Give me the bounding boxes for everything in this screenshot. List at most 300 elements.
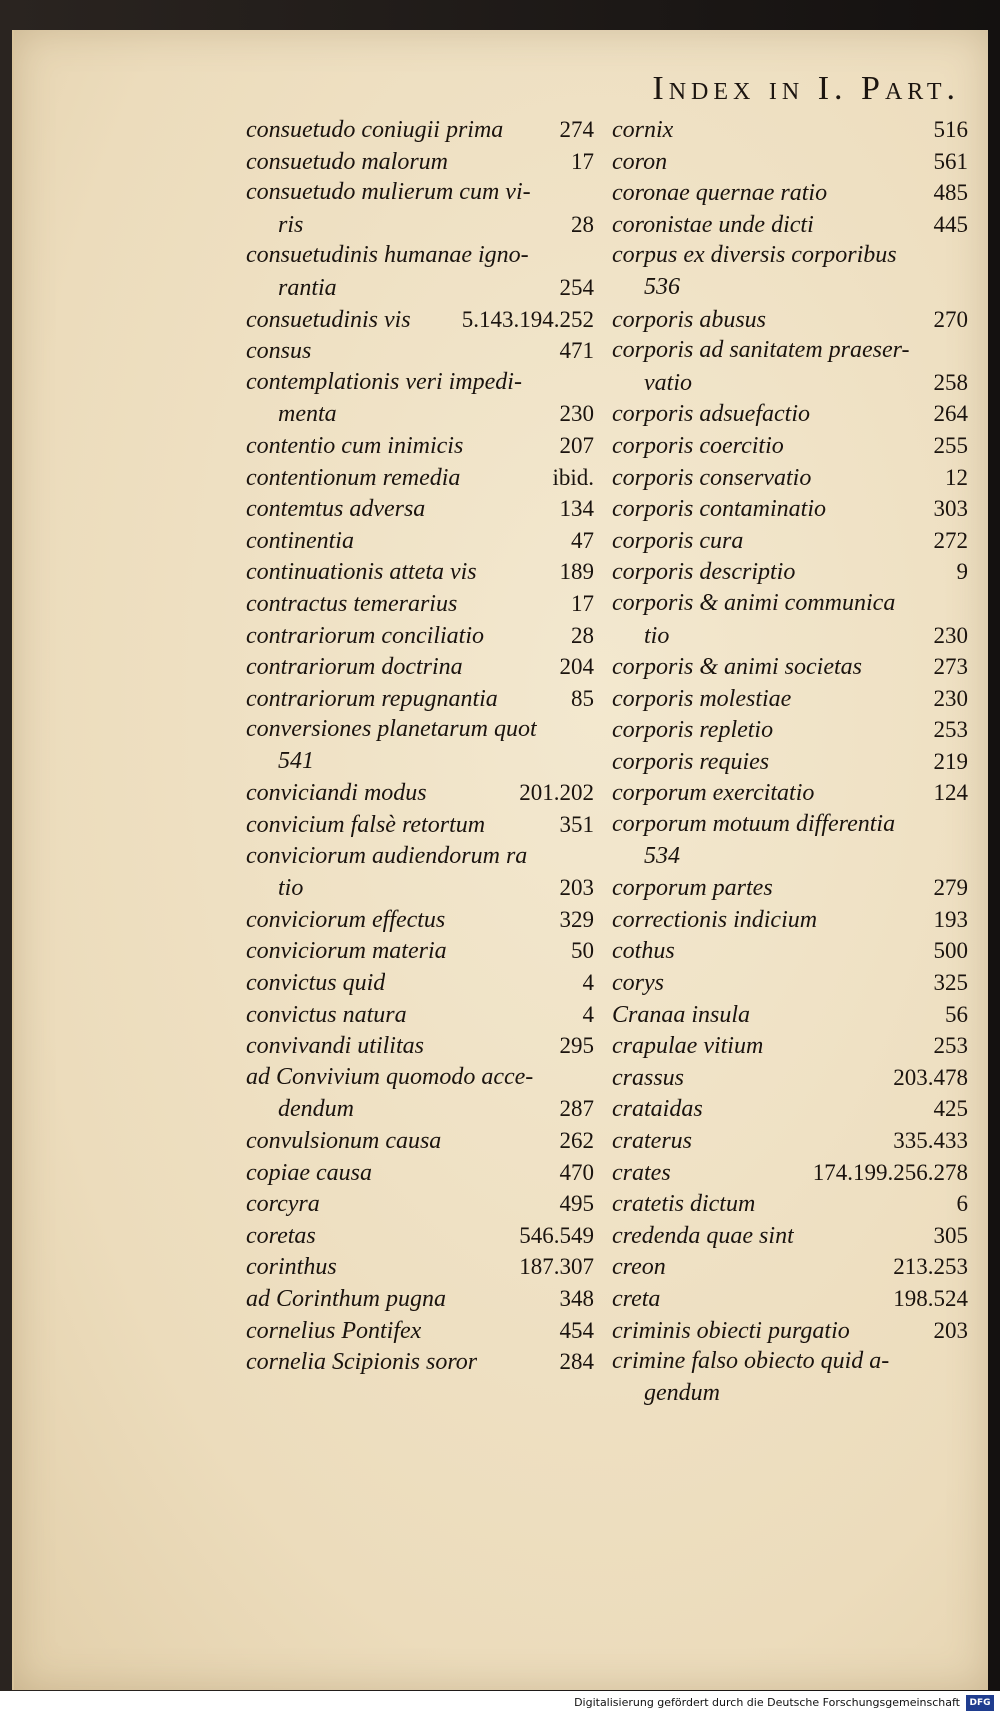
page-reference: 28 xyxy=(571,211,594,237)
page-reference: 264 xyxy=(933,401,968,427)
entry-term: criminis obiecti purgatio xyxy=(612,1317,850,1344)
index-entry-line xyxy=(612,209,968,241)
entry-term: convivandi utilitas xyxy=(246,1033,424,1060)
index-entry xyxy=(612,967,968,999)
index-entry-line xyxy=(246,1062,594,1094)
index-entry-line xyxy=(246,620,594,652)
page-reference: 270 xyxy=(933,306,968,332)
index-entry-line xyxy=(246,904,594,936)
page-reference: 258 xyxy=(933,369,968,395)
index-entry xyxy=(612,1283,968,1315)
entry-term: contrariorum repugnantia xyxy=(246,685,498,712)
page-reference: 85 xyxy=(571,685,594,711)
page-reference: 495 xyxy=(559,1191,594,1217)
entry-term: cornix xyxy=(612,117,674,143)
page-reference: 219 xyxy=(933,748,968,774)
index-entry-line xyxy=(612,714,968,746)
index-entry xyxy=(246,651,594,683)
entry-term: craterus xyxy=(612,1128,692,1154)
entry-term: contentionum remedia xyxy=(246,464,461,491)
entry-term: coron xyxy=(612,148,668,175)
entry-term: contractus temerarius xyxy=(246,590,458,617)
page-reference: 193 xyxy=(933,906,968,932)
entry-term: cornelia Scipionis soror xyxy=(246,1349,478,1376)
index-entry-line xyxy=(612,1315,968,1347)
index-entry-line xyxy=(612,240,968,272)
page-reference: 17 xyxy=(571,148,594,174)
page-reference: 254 xyxy=(559,274,594,300)
dfg-logo: DFG xyxy=(966,1695,994,1711)
index-entry-line xyxy=(246,1315,594,1347)
index-entry xyxy=(612,1220,968,1252)
index-entry xyxy=(246,1283,594,1315)
index-entry xyxy=(612,935,968,967)
index-entry xyxy=(246,1125,594,1157)
entry-term: contemplationis veri impedi- xyxy=(246,368,522,395)
index-entry-line xyxy=(246,146,594,178)
index-entry-line xyxy=(612,746,968,778)
index-entry-continuation xyxy=(246,872,594,904)
index-entry-line xyxy=(246,1220,594,1252)
entry-term: credenda quae sint xyxy=(612,1222,794,1249)
index-entry xyxy=(612,114,968,146)
index-entry xyxy=(246,683,594,715)
index-entry-line xyxy=(612,904,968,936)
index-entry xyxy=(246,146,594,178)
index-entry xyxy=(612,556,968,588)
page-reference: ibid. xyxy=(552,464,594,490)
index-entry xyxy=(246,1157,594,1189)
page-reference: 445 xyxy=(933,211,968,237)
index-entry xyxy=(246,999,594,1031)
page-reference: 279 xyxy=(933,875,968,901)
index-entry-line xyxy=(246,367,594,399)
entry-term: corporum exercitatio xyxy=(612,780,815,807)
index-entry-line xyxy=(246,177,594,209)
entry-term: crassus xyxy=(612,1064,685,1091)
page-reference: 303 xyxy=(933,496,968,522)
entry-term: consuetudo mulierum cum vi- xyxy=(246,179,531,206)
index-entry xyxy=(246,935,594,967)
page-reference: 124 xyxy=(933,780,968,806)
index-entry-line xyxy=(612,935,968,967)
index-entry-line xyxy=(246,1157,594,1189)
index-entry-line xyxy=(612,1030,968,1062)
entry-term: consuetudo coniugii prima xyxy=(246,117,504,143)
index-entry-line xyxy=(246,1188,594,1220)
index-entry-continuation xyxy=(612,841,968,873)
page-reference: 47 xyxy=(571,527,594,553)
index-entry xyxy=(612,398,968,430)
entry-term: cratetis dictum xyxy=(612,1191,756,1218)
index-entry-line xyxy=(246,841,594,873)
page-reference: 351 xyxy=(559,812,594,838)
entry-term: ris xyxy=(278,211,304,238)
page-reference: 6 xyxy=(956,1191,968,1217)
index-entry xyxy=(612,872,968,904)
page-reference: 174.199.256.278 xyxy=(812,1159,968,1185)
index-entry xyxy=(246,304,594,336)
index-entry-line xyxy=(246,588,594,620)
entry-term: tio xyxy=(644,622,670,649)
index-entry xyxy=(246,620,594,652)
index-entry-line xyxy=(612,1346,968,1378)
index-entry-line xyxy=(246,335,594,367)
page-reference: 207 xyxy=(559,432,594,458)
index-entry xyxy=(612,462,968,494)
entry-term: corporis repletio xyxy=(612,717,774,744)
index-entry-line xyxy=(612,1251,968,1283)
entry-term: consuetudo malorum xyxy=(246,148,448,175)
index-entry xyxy=(246,904,594,936)
index-entry xyxy=(612,1346,968,1409)
entry-term: corporis coercitio xyxy=(612,432,784,459)
entry-term: crataidas xyxy=(612,1096,703,1123)
index-entry-line xyxy=(246,777,594,809)
index-entry-line xyxy=(246,1251,594,1283)
page-reference: 28 xyxy=(571,622,594,648)
page-reference: 5.143.194.252 xyxy=(461,306,594,332)
entry-term: consus xyxy=(246,338,312,365)
index-entry xyxy=(612,999,968,1031)
index-entry xyxy=(246,430,594,462)
index-entry xyxy=(612,1030,968,1062)
index-entry xyxy=(612,1093,968,1125)
page-reference: 230 xyxy=(933,622,968,648)
index-entry-line xyxy=(246,714,594,746)
index-entry xyxy=(612,1251,968,1283)
index-entry xyxy=(246,1062,594,1125)
entry-term: coronistae unde dicti xyxy=(612,211,814,238)
page-reference: 274 xyxy=(559,117,594,142)
index-entry-line xyxy=(612,1062,968,1094)
page-reference: 17 xyxy=(571,590,594,616)
entry-term: consuetudinis vis xyxy=(246,306,411,333)
entry-term: 534 xyxy=(644,842,680,869)
index-entry xyxy=(246,777,594,809)
page-reference: 203.478 xyxy=(893,1064,968,1090)
page-reference: 230 xyxy=(933,685,968,711)
entry-term: ad Corinthum pugna xyxy=(246,1285,447,1312)
entry-term: convicium falsè retortum xyxy=(246,812,486,839)
entry-term: corporum partes xyxy=(612,875,773,902)
entry-term: 541 xyxy=(278,747,314,774)
page-reference: 253 xyxy=(933,1033,968,1059)
index-entry-line xyxy=(612,967,968,999)
index-entry-line xyxy=(612,556,968,588)
index-entry-line xyxy=(612,493,968,525)
entry-term: corporis molestiae xyxy=(612,685,792,712)
index-entry-continuation xyxy=(246,209,594,241)
index-entry xyxy=(612,714,968,746)
entry-term: corporis abusus xyxy=(612,306,767,333)
index-entry xyxy=(612,430,968,462)
entry-term: creon xyxy=(612,1254,666,1281)
page-reference: 335.433 xyxy=(893,1128,968,1153)
index-entry xyxy=(612,651,968,683)
page-reference: 56 xyxy=(945,1001,968,1027)
entry-term: conversiones planetarum quot xyxy=(246,716,537,743)
page-reference: 273 xyxy=(933,654,968,680)
entry-term: corcyra xyxy=(246,1191,320,1218)
index-entry xyxy=(246,1251,594,1283)
index-entry xyxy=(246,588,594,620)
running-header: Index in I. Part. xyxy=(652,70,960,107)
index-entry xyxy=(612,1157,968,1189)
page-reference: 201.202 xyxy=(519,780,594,806)
index-entry-line xyxy=(246,556,594,588)
index-entry xyxy=(612,335,968,398)
index-entry xyxy=(612,777,968,809)
entry-term: contrariorum doctrina xyxy=(246,654,463,681)
index-entry xyxy=(612,177,968,209)
entry-term: convictus quid xyxy=(246,970,386,997)
page-reference: 50 xyxy=(571,938,594,964)
page-reference: 204 xyxy=(559,654,594,680)
entry-term: corporis conservatio xyxy=(612,464,812,491)
page-reference: 253 xyxy=(933,717,968,743)
index-entry-line xyxy=(612,872,968,904)
page-reference: 4 xyxy=(582,970,594,996)
page-reference: 305 xyxy=(933,1222,968,1248)
index-column-left xyxy=(246,114,594,1378)
page-reference: 325 xyxy=(933,970,968,996)
index-entry-line xyxy=(612,1220,968,1252)
entry-term: corporis requies xyxy=(612,748,770,775)
page-reference: 272 xyxy=(933,527,968,553)
index-entry xyxy=(246,967,594,999)
index-entry xyxy=(246,240,594,303)
index-entry xyxy=(246,114,594,146)
index-entry-line xyxy=(612,1093,968,1125)
entry-term: menta xyxy=(278,401,337,428)
index-entry-line xyxy=(246,525,594,557)
index-entry xyxy=(612,588,968,651)
index-entry xyxy=(246,525,594,557)
index-entry-line xyxy=(246,430,594,462)
page-reference: 213.253 xyxy=(893,1254,968,1280)
index-entry-line xyxy=(612,809,968,841)
index-entry-line xyxy=(246,1125,594,1157)
page-reference: 9 xyxy=(956,559,968,585)
entry-term: corporis & animi societas xyxy=(612,654,862,681)
index-entry xyxy=(612,493,968,525)
entry-term: corpus ex diversis corporibus xyxy=(612,242,897,269)
entry-term: coronae quernae ratio xyxy=(612,180,828,207)
index-entry xyxy=(612,1062,968,1094)
page-reference: 500 xyxy=(933,938,968,964)
index-entry xyxy=(246,462,594,494)
index-entry xyxy=(612,904,968,936)
entry-term: Cranaa insula xyxy=(612,1001,751,1028)
index-entry xyxy=(246,1188,594,1220)
entry-term: tio xyxy=(278,875,304,902)
page-reference: 561 xyxy=(933,148,968,174)
page-reference: 255 xyxy=(933,432,968,458)
index-entry xyxy=(612,525,968,557)
entry-term: crates xyxy=(612,1159,671,1186)
index-entry xyxy=(246,841,594,904)
entry-term: corporis & animi communica xyxy=(612,589,896,616)
index-column-right xyxy=(612,114,968,1409)
entry-term: coretas xyxy=(246,1222,316,1249)
page-reference: 189 xyxy=(559,559,594,585)
page-reference: 329 xyxy=(559,906,594,932)
page-reference: 287 xyxy=(559,1096,594,1122)
page-reference: 134 xyxy=(559,496,594,522)
page-reference: 198.524 xyxy=(893,1285,968,1311)
index-entry-line xyxy=(246,967,594,999)
entry-term: rantia xyxy=(278,274,337,301)
footer-credit: Digitalisierung gefördert durch die Deutsche Forschungsgemeinschaft xyxy=(574,1696,960,1709)
index-entry-line xyxy=(246,1030,594,1062)
index-entry-line xyxy=(246,114,594,146)
index-entry xyxy=(246,335,594,367)
page-reference: 454 xyxy=(559,1317,594,1343)
entry-term: corporis descriptio xyxy=(612,559,796,586)
entry-term: vatio xyxy=(644,369,692,396)
index-entry xyxy=(612,1125,968,1157)
entry-term: continuationis atteta vis xyxy=(246,559,477,586)
index-entry-line xyxy=(612,525,968,557)
digitization-footer xyxy=(0,1691,1000,1717)
page-reference: 348 xyxy=(559,1285,594,1311)
index-entry xyxy=(612,209,968,241)
entry-term: copiae causa xyxy=(246,1159,372,1186)
entry-term: corporis contaminatio xyxy=(612,496,826,523)
entry-term: ad Convivium quomodo acce- xyxy=(246,1063,534,1090)
index-entry-line xyxy=(612,777,968,809)
index-entry xyxy=(612,146,968,178)
page-reference: 262 xyxy=(559,1128,594,1153)
entry-term: consuetudinis humanae igno- xyxy=(246,242,529,269)
index-entry xyxy=(246,1030,594,1062)
index-entry-line xyxy=(246,683,594,715)
page-reference: 546.549 xyxy=(519,1222,594,1248)
entry-term: corys xyxy=(612,970,664,997)
index-entry xyxy=(612,746,968,778)
index-entry-line xyxy=(612,588,968,620)
entry-term: convictus natura xyxy=(246,1001,407,1028)
index-entry-line xyxy=(246,1283,594,1315)
page-reference: 516 xyxy=(933,117,968,142)
index-entry xyxy=(246,1220,594,1252)
page-reference: 295 xyxy=(559,1033,594,1059)
entry-term: 536 xyxy=(644,273,680,300)
index-entry-line xyxy=(612,335,968,367)
index-entry-continuation xyxy=(612,620,968,652)
page-reference: 284 xyxy=(559,1349,594,1375)
entry-term: corporum motuum differentia xyxy=(612,811,896,838)
index-entry xyxy=(246,493,594,525)
entry-term: contrariorum conciliatio xyxy=(246,622,484,649)
index-entry xyxy=(612,1188,968,1220)
index-entry-continuation xyxy=(612,1378,968,1410)
index-entry xyxy=(246,1346,594,1378)
index-entry-continuation xyxy=(612,272,968,304)
index-entry-line xyxy=(612,462,968,494)
index-entry-line xyxy=(246,304,594,336)
entry-term: contentio cum inimicis xyxy=(246,432,464,459)
entry-term: crapulae vitium xyxy=(612,1033,764,1060)
entry-term: corporis adsuefactio xyxy=(612,401,810,428)
entry-term: continentia xyxy=(246,527,354,554)
entry-term: conviciorum materia xyxy=(246,938,447,965)
entry-term: conviciorum audiendorum ra xyxy=(246,842,528,869)
entry-term: corporis ad sanitatem praeser- xyxy=(612,337,910,364)
entry-term: gendum xyxy=(644,1379,720,1406)
page-reference: 470 xyxy=(559,1159,594,1185)
entry-term: dendum xyxy=(278,1096,354,1123)
page-reference: 4 xyxy=(582,1001,594,1027)
index-entry-line xyxy=(246,809,594,841)
index-entry-line xyxy=(612,683,968,715)
index-entry xyxy=(612,240,968,303)
index-entry-line xyxy=(612,146,968,178)
index-entry xyxy=(246,1315,594,1347)
index-entry-line xyxy=(246,1346,594,1378)
index-entry xyxy=(246,714,594,777)
index-entry-continuation xyxy=(246,746,594,778)
index-entry-line xyxy=(246,999,594,1031)
index-entry-line xyxy=(612,1188,968,1220)
page-reference: 12 xyxy=(945,464,968,490)
page-reference: 230 xyxy=(559,401,594,427)
index-entry xyxy=(612,683,968,715)
index-entry-continuation xyxy=(246,398,594,430)
index-entry-line xyxy=(612,1125,968,1157)
page-reference: 203 xyxy=(933,1317,968,1343)
page-reference: 187.307 xyxy=(519,1254,594,1280)
entry-term: cornelius Pontifex xyxy=(246,1317,422,1344)
index-entry-line xyxy=(246,651,594,683)
page-reference: 471 xyxy=(559,338,594,364)
index-entry-line xyxy=(612,398,968,430)
page-reference: 425 xyxy=(933,1096,968,1122)
index-entry-line xyxy=(612,1157,968,1189)
entry-term: conviciandi modus xyxy=(246,780,427,807)
index-entry-continuation xyxy=(246,272,594,304)
index-entry-continuation xyxy=(612,367,968,399)
index-entry xyxy=(612,1315,968,1347)
entry-term: crimine falso obiecto quid a- xyxy=(612,1348,890,1375)
entry-term: correctionis indicium xyxy=(612,906,818,933)
entry-term: corinthus xyxy=(246,1254,337,1281)
index-entry-line xyxy=(246,240,594,272)
index-entry xyxy=(246,177,594,240)
index-entry xyxy=(246,809,594,841)
entry-term: cothus xyxy=(612,938,675,965)
entry-term: convulsionum causa xyxy=(246,1128,442,1154)
index-entry-line xyxy=(612,177,968,209)
index-entry-line xyxy=(246,462,594,494)
entry-term: creta xyxy=(612,1285,661,1312)
page-reference: 203 xyxy=(559,875,594,901)
index-entry-line xyxy=(612,114,968,146)
index-entry xyxy=(612,304,968,336)
index-entry-line xyxy=(612,430,968,462)
index-entry xyxy=(246,556,594,588)
entry-term: conviciorum effectus xyxy=(246,906,446,933)
book-page xyxy=(12,30,988,1690)
index-entry-line xyxy=(612,999,968,1031)
entry-term: corporis cura xyxy=(612,527,744,554)
index-entry-line xyxy=(612,651,968,683)
index-entry-line xyxy=(246,935,594,967)
index-entry-line xyxy=(612,1283,968,1315)
index-entry xyxy=(246,367,594,430)
page-reference: 485 xyxy=(933,180,968,206)
